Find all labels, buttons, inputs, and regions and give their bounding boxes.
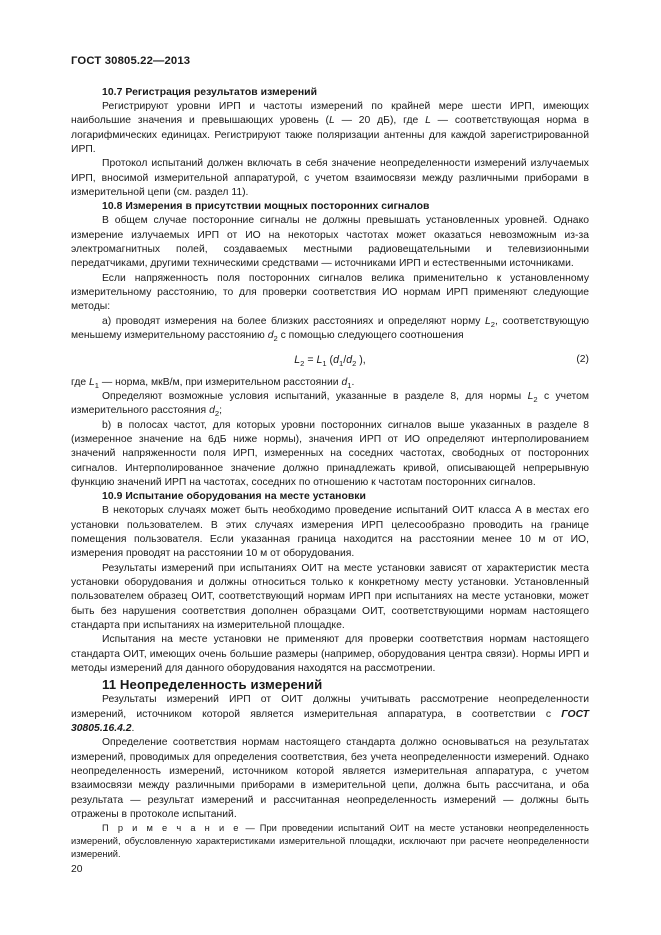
standard-reference: ГОСТ 30805.16.4.2 [71, 708, 589, 735]
section-heading-11: 11 Неопределенность измерений [102, 677, 323, 693]
list-item-a: а) проводят измерения на более близких расстояниях и определяют норму $L_2$, соответствующую меньшему измерительному расстоянию $d_2$ с помощью следующего соотношения [71, 315, 589, 344]
paragraph-11-1 [71, 693, 589, 736]
paragraph-10-9-2: Результаты измерений при испытаниях ОИТ на месте установки зависят от характеристик места установки оборудования и должны относиться только к конкретному месту установки. Установленный пользователем образец ОИТ, соответствующий нормам ИРП при испытаниях на месте установки, может быть без нарушения соответствия дополнен образцами ОИТ, соответствующими нормам настоящего стандарта при испытаниях на измерительной площадке. [71, 562, 589, 631]
list-item-b: b) в полосах частот, для которых уровни посторонних сигналов выше указанных в разделе 8 (измеренное значение на 6дБ ниже нормы), значения ИРП от ИО определяют интерполированием значений напряженности поля ИРП, измеренных на соседних частотах, свободных от посторонних сигналов. Интерполированное значение должно принадлежать кривой, описывающей непрерывную функцию значений ИРП на частотах, соседних по отношению к частотам посторонних сигналов. [71, 419, 589, 488]
running-head: ГОСТ 30805.22—2013 [71, 55, 191, 67]
paragraph-11-1-end: . [131, 723, 135, 735]
paragraph-10-9-3: Испытания на месте установки не применяют для проверки соответствия нормам настоящего стандарта ОИТ, имеющих очень большие размеры (например, оборудования центра связи). Нормы ИРП и методы измерений для данного оборудования находятся на рассмотрении. [71, 634, 589, 675]
note-text: При проведении испытаний ОИТ на месте установки неопределенность измерений, обусловленную характеристиками измерительной площадки, исключают при расчете неопределенности измерений. [71, 823, 589, 860]
note-dash: — [240, 823, 260, 834]
note-block [71, 822, 589, 861]
section-heading-10-7: 10.7 Регистрация результатов измерений [102, 87, 318, 98]
paragraph-10-8-1: В общем случае посторонние сигналы не должны превышать установленных уровней. Однако измерение излучаемых ИРП от ИО на некоторых частотах может оказаться невозможным из-за электромагнитных полей, создаваемых местными радиовещательными и телевизионными передатчиками, другими техническими средствами — источниками ИРП и естественными источниками. [71, 215, 589, 270]
paragraph-10-8-2: Если напряженность поля посторонних сигналов велика применительно к установленному измерительному расстоянию, то для проверки соответствия ИО нормам ИРП применяют следующие методы: [71, 272, 589, 313]
paragraph-10-7-1: Регистрируют уровни ИРП и частоты измерений по крайней мере шести ИРП, имеющих наибольшие значения и превышающих уровень (L — 20 дБ), где L — соответствующая норма в логарифмических единицах. Регистрируют также поляризации антенны для каждой зарегистрированной ИРП. [71, 101, 589, 156]
note-label: П р и м е ч а н и е [102, 823, 241, 834]
page-number: 20 [71, 864, 83, 875]
paragraph-11-1-text: Результаты измерений ИРП от ОИТ должны учитывать рассмотрение неопределенности измерений, источником которой является измерительная аппаратура, в соответствии с [71, 694, 589, 720]
page-body [71, 86, 589, 861]
formula-number: (2) [576, 353, 589, 365]
paragraph-10-9-1: В некоторых случаях может быть необходимо проведение испытаний ОИТ класса А в местах его установки пользователем. В этих случаях измерения ИРП целесообразно проводить на границе помещения пользователя. Если указанная граница находится на расстоянии менее 10 м от ИО, измерения проводят на расстоянии 10 м от оборудования. [71, 505, 589, 560]
paragraph-10-7-2: Протокол испытаний должен включать в себя значение неопределенности измерений излучаемых ИРП, вносимой измерительной аппаратурой, с учетом взаимосвязи между различными приборами в измерительной цепи (см. раздел 11). [71, 158, 589, 199]
section-heading-10-8: 10.8 Измерения в присутствии мощных посторонних сигналов [102, 201, 430, 213]
paragraph-11-2: Определение соответствия нормам настоящего стандарта должно основываться на результатах измерений, проводимых для определения соответствия, без учета неопределенности измерений. Однако неопределенность измерений, источником которой является измерительная аппаратура, с учетом взаимосвязи между различными приборами в измерительной цепи, должна быть рассчитана, и оба результата — результат измерений и рассчитанная неопределенность измерений — должны быть отражены в протоколе испытаний. [71, 737, 589, 821]
section-heading-10-9: 10.9 Испытание оборудования на месте установки [102, 491, 366, 503]
paragraph-after-formula: Определяют возможные условия испытаний, указанные в разделе 8, для нормы $L_2$ с учетом измерительного расстояния $d_2$; [71, 390, 590, 419]
formula-where: где $L_1$ — норма, мкВ/м, при измерительном расстоянии $d_1$. [71, 376, 355, 390]
formula-row [71, 352, 589, 368]
formula-2: $L_2 = L_1$ ($d_1/d_2$ ), [294, 353, 366, 368]
